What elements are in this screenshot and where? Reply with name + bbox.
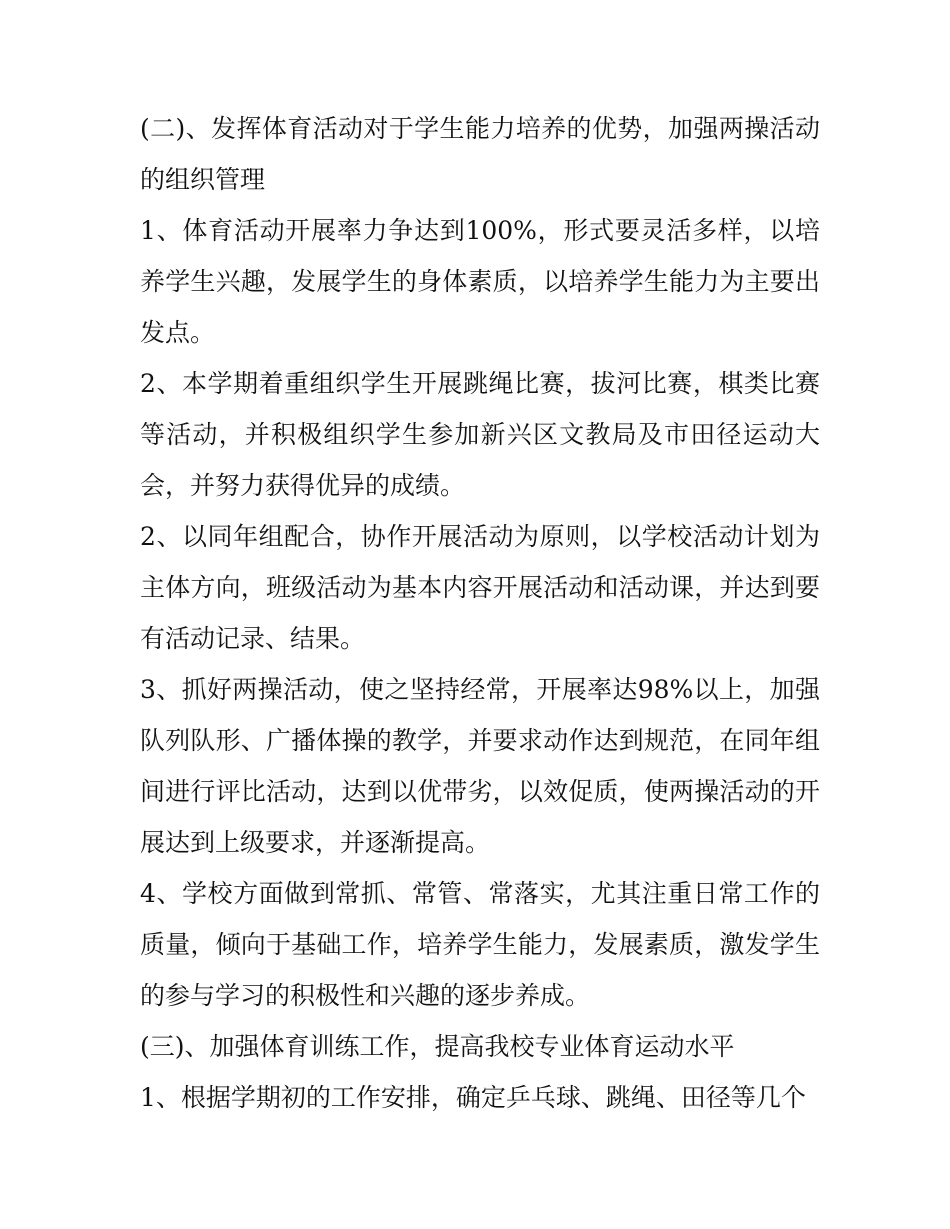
paragraph-item-4: 4、学校方面做到常抓、常管、常落实，尤其注重日常工作的质量，倾向于基础工作，培养学生能力，发展素质，激发学生的参与学习的积极性和兴趣的逐步养成。 xyxy=(140,879,820,1010)
paragraph-item-3: 3、抓好两操活动，使之坚持经常，开展率达98%以上，加强队列队形、广播体操的教学，并要求动作达到规范，在同年组间进行评比活动，达到以优带劣，以效促质，使两操活动的开展达到上级要求，并逐渐提高。 xyxy=(140,675,820,857)
paragraph-item-2b: 2、以同年组配合，协作开展活动为原则，以学校活动计划为主体方向，班级活动为基本内容开展活动和活动课，并达到要有活动记录、结果。 xyxy=(140,522,820,653)
document-body xyxy=(140,103,820,1123)
paragraph-item-1: 1、体育活动开展率力争达到100%，形式要灵活多样，以培养学生兴趣，发展学生的身体素质，以培养学生能力为主要出发点。 xyxy=(140,216,820,347)
section-heading-2: (二)、发挥体育活动对于学生能力培养的优势，加强两操活动的组织管理 xyxy=(140,114,820,194)
paragraph-item-2a: 2、本学期着重组织学生开展跳绳比赛，拔河比赛，棋类比赛等活动，并积极组织学生参加新兴区文教局及市田径运动大会，并努力获得优异的成绩。 xyxy=(140,369,820,500)
section-heading-3: (三)、加强体育训练工作，提高我校专业体育运动水平 xyxy=(140,1032,735,1061)
paragraph-item-1-training: 1、根据学期初的工作安排，确定乒乓球、跳绳、田径等几个 xyxy=(140,1083,806,1112)
